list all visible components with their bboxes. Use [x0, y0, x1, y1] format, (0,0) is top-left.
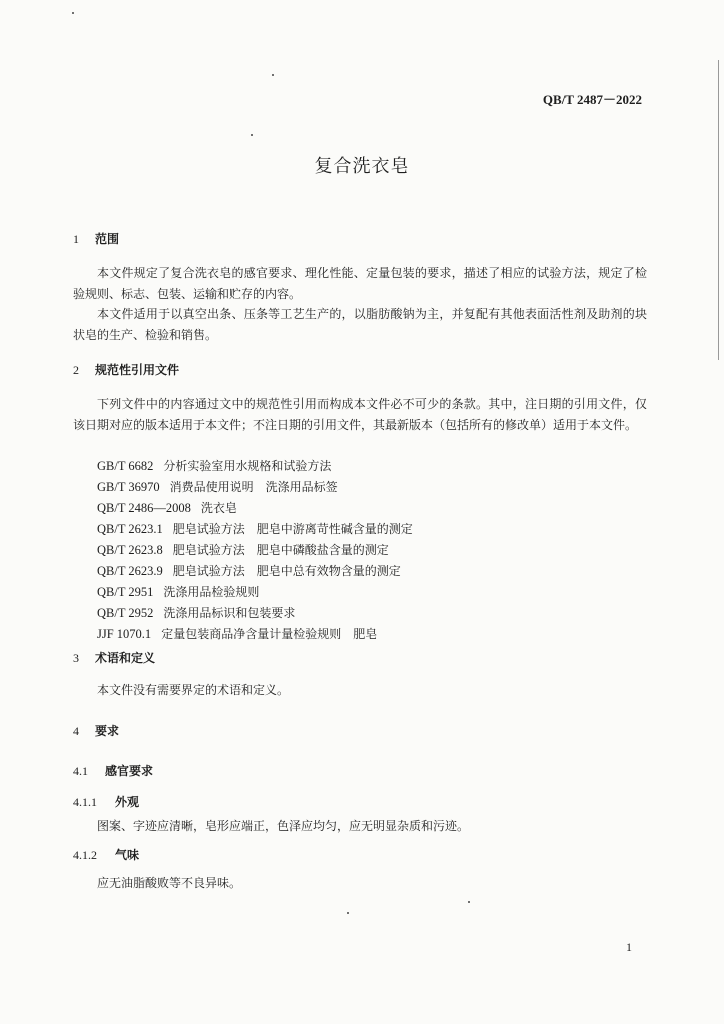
reference-item — [97, 519, 413, 540]
section-heading-1 — [73, 230, 119, 247]
reference-title: 肥皂试验方法 肥皂中总有效物含量的测定 — [172, 564, 401, 578]
reference-code: QB/T 2951 — [97, 585, 154, 599]
standard-number: QB/T 2487－2022 — [542, 92, 642, 107]
reference-title: 肥皂试验方法 肥皂中磷酸盐含量的测定 — [172, 543, 389, 557]
reference-title: 肥皂试验方法 肥皂中游离苛性碱含量的测定 — [172, 522, 413, 536]
reference-title: 消费品使用说明 洗涤用品标签 — [169, 480, 338, 494]
section-number: 4.1.1 — [73, 795, 97, 809]
normative-references-list — [97, 456, 413, 645]
section-number: 3 — [73, 651, 79, 665]
section-title: 气味 — [115, 848, 140, 862]
scan-speck — [72, 12, 74, 14]
section-title: 感官要求 — [105, 764, 154, 778]
reference-code: JJF 1070.1 — [97, 627, 152, 641]
reference-item — [97, 624, 413, 645]
reference-title: 洗涤用品检验规则 — [163, 585, 260, 599]
paragraph: 本文件适用于以真空出条、压条等工艺生产的，以脂肪酸钠为主，并复配有其他表面活性剂及助剂的块状皂的生产、检验和销售。 — [73, 307, 647, 342]
paragraph: 下列文件中的内容通过文中的规范性引用而构成本文件必不可少的条款。其中，注日期的引用文件，仅该日期对应的版本适用于本文件；不注日期的引用文件，其最新版本（包括所有的修改单）适用于本文件。 — [73, 397, 647, 432]
section-title: 规范性引用文件 — [95, 363, 180, 377]
reference-item — [97, 561, 413, 582]
reference-code: GB/T 6682 — [97, 459, 154, 473]
reference-code: QB/T 2623.8 — [97, 543, 163, 557]
subsection-heading-4-1 — [73, 762, 153, 779]
paragraph: 本文件没有需要界定的术语和定义。 — [97, 683, 290, 697]
paragraph: 图案、字迹应清晰，皂形应端正，色泽应均匀，应无明显杂质和污迹。 — [97, 819, 470, 833]
page-number: 1 — [626, 940, 632, 954]
reference-item — [97, 498, 413, 519]
reference-title: 定量包装商品净含量计量检验规则 肥皂 — [161, 627, 378, 641]
section-title: 外观 — [115, 795, 140, 809]
scan-speck — [468, 901, 470, 903]
section-title: 要求 — [95, 724, 120, 738]
reference-code: QB/T 2486—2008 — [97, 501, 191, 515]
section-number: 4 — [73, 724, 79, 738]
document-title: 复合洗衣皂 — [314, 156, 410, 177]
scan-speck — [272, 74, 274, 76]
section-heading-4 — [73, 722, 119, 739]
reference-item — [97, 540, 413, 561]
section-number: 1 — [73, 232, 79, 246]
scan-edge-line — [718, 60, 719, 360]
reference-code: QB/T 2623.9 — [97, 564, 163, 578]
reference-item — [97, 456, 413, 477]
scan-speck — [251, 134, 253, 136]
reference-item — [97, 477, 413, 498]
reference-item — [97, 582, 413, 603]
section-number: 2 — [73, 363, 79, 377]
reference-code: QB/T 2623.1 — [97, 522, 163, 536]
paragraph: 应无油脂酸败等不良异味。 — [97, 876, 242, 890]
scan-speck — [347, 912, 349, 914]
section-heading-2 — [73, 361, 179, 378]
reference-code: GB/T 36970 — [97, 480, 160, 494]
reference-title: 分析实验室用水规格和试验方法 — [163, 459, 332, 473]
subsection-heading-4-1-2 — [73, 846, 139, 863]
reference-title: 洗涤用品标识和包装要求 — [163, 606, 296, 620]
subsection-heading-4-1-1 — [73, 793, 139, 810]
section-title: 术语和定义 — [95, 651, 156, 665]
section-heading-3 — [73, 649, 155, 666]
reference-title: 洗衣皂 — [200, 501, 237, 515]
section-number: 4.1.2 — [73, 848, 97, 862]
section-title: 范围 — [95, 232, 120, 246]
section-number: 4.1 — [73, 764, 88, 778]
reference-item — [97, 603, 413, 624]
paragraph: 本文件规定了复合洗衣皂的感官要求、理化性能、定量包装的要求，描述了相应的试验方法，规定了检验规则、标志、包装、运输和贮存的内容。 — [73, 266, 647, 301]
reference-code: QB/T 2952 — [97, 606, 154, 620]
